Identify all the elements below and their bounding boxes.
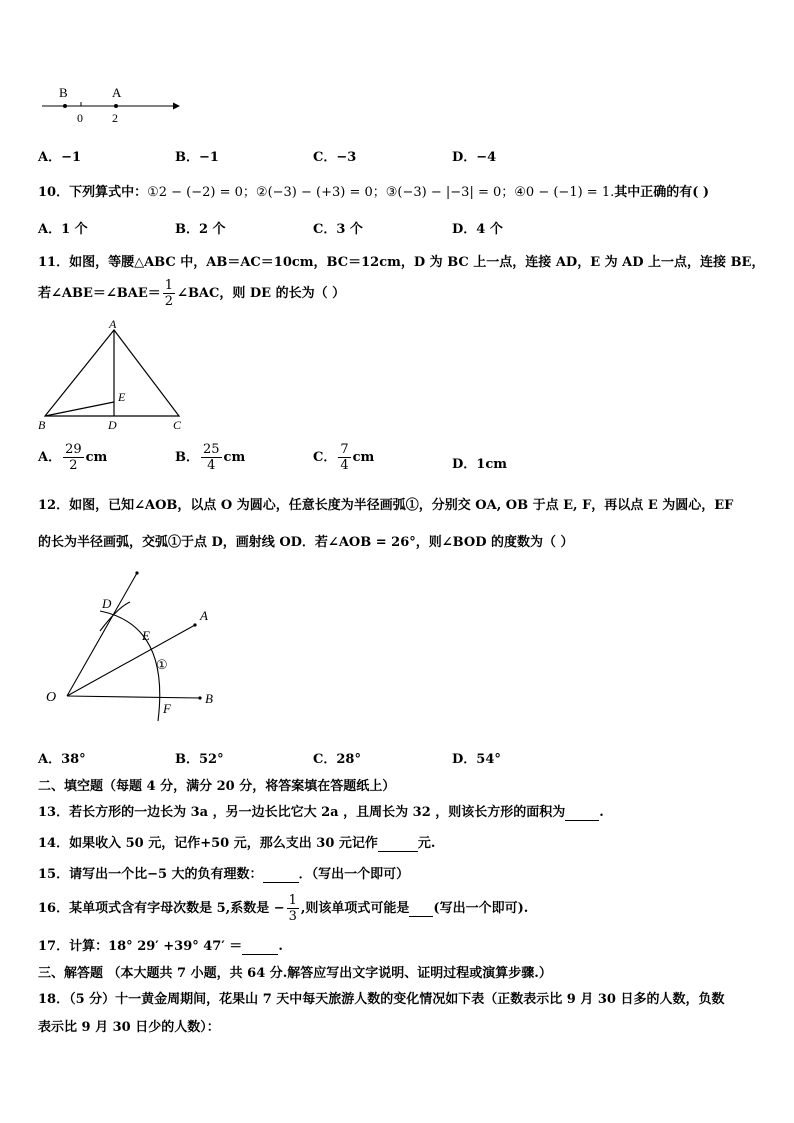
q10-expr-1: ①2 − (−2) = 0； xyxy=(147,185,256,200)
q10-lead: 10．下列算式中： xyxy=(38,185,148,200)
vertex-c-label: C xyxy=(173,418,182,432)
angle-construction-figure xyxy=(40,565,230,730)
arc-1-label: ① xyxy=(156,657,168,672)
triangle-figure xyxy=(34,316,194,434)
question-14: 14．如果收入 50 元，记作+50 元，那么支出 30 元记作 元. xyxy=(38,836,436,851)
question-13: 13．若长方形的一边长为 3a ，另一边长比它大 2a ，且周长为 32 ，则该长方形的面积为 . xyxy=(38,805,604,820)
point-o-label: O xyxy=(46,690,57,705)
q9-option-c[interactable]: C．−3 xyxy=(313,150,357,165)
question-17: 17．计算：18° 29′ +39° 47′ ＝ . xyxy=(38,939,283,954)
q10-option-b[interactable]: B．2 个 xyxy=(175,222,226,237)
q11-frac-den: 2 xyxy=(164,294,174,309)
q15-answer-blank[interactable] xyxy=(263,867,299,883)
q12-option-c[interactable]: C．28° xyxy=(313,752,361,767)
tick-2-label: 2 xyxy=(112,111,118,125)
tick-0-label: 0 xyxy=(77,111,83,125)
vertex-a-label: A xyxy=(109,317,117,331)
q10-option-c[interactable]: C．3 个 xyxy=(313,222,363,237)
point-b-label: B xyxy=(59,85,68,100)
q12-line-1: 12．如图，已知∠AOB，以点 O 为圆心，任意长度为半径画弧①，分别交 OA, OB 于点 E, F，再以点 E 为圆心，EF xyxy=(38,498,734,513)
point-d-label-12: D xyxy=(102,596,112,611)
q12-option-b[interactable]: B．52° xyxy=(175,752,224,767)
q11-line-1: 11．如图，等腰△ABC 中，AB＝AC＝10cm，BC＝12cm，D 为 BC 上一点，连接 AD，E 为 AD 上一点，连接 BE， xyxy=(38,255,765,270)
vertex-b-label: B xyxy=(38,418,46,432)
ray-a-label: A xyxy=(200,608,208,623)
q10-expr-3: ③(−3) − |−3| = 0； xyxy=(385,185,515,200)
q10-expr-4: ④0 − (−1) = 1. xyxy=(514,185,615,200)
q11-option-a[interactable]: A． $\frac{29}{2}$ cm xyxy=(38,442,108,473)
q10-expr-2: ②(−3) − (+3) = 0； xyxy=(255,185,386,200)
q9-option-a[interactable]: A．−1 xyxy=(38,150,82,165)
q11-option-c[interactable]: C． $\frac{7}{4}$ cm xyxy=(313,442,375,473)
q9-option-d[interactable]: D．−4 xyxy=(452,150,497,165)
q18-line-1: 18．（5 分）十一黄金周期间，花果山 7 天中每天旅游人数的变化情况如下表（正数表示比 9 月 30 日多的人数，负数 xyxy=(38,992,725,1007)
q14-answer-blank[interactable] xyxy=(378,836,418,852)
section-2-heading: 二、填空题（每题 4 分，满分 20 分，将答案填在答题纸上） xyxy=(38,779,396,794)
q10-option-a[interactable]: A．1 个 xyxy=(38,222,88,237)
q13-answer-blank[interactable] xyxy=(565,805,599,821)
section-3-heading: 三、解答题 （本大题共 7 小题，共 64 分.解答应写出文字说明、证明过程或演算步骤.） xyxy=(38,966,552,981)
ray-b-label: B xyxy=(205,691,213,706)
q12-option-d[interactable]: D．54° xyxy=(452,752,501,767)
q11-frac-num: 1 xyxy=(164,278,174,293)
point-d-label: D xyxy=(108,418,117,432)
q11-option-b[interactable]: B． $\frac{25}{4}$ cm xyxy=(175,442,246,473)
question-15: 15．请写出一个比−5 大的负有理数： ．（写出一个即可） xyxy=(38,867,410,882)
q12-option-a[interactable]: A．38° xyxy=(38,752,86,767)
point-a-label: A xyxy=(112,85,122,100)
point-e-label-12: E xyxy=(142,628,150,643)
q17-answer-blank[interactable] xyxy=(242,939,278,955)
question-16: 16．某单项式含有字母次数是 5,系数是 − $\frac{1}{3}$ ,则该单项式可能是 (写出一个即可). xyxy=(38,893,529,924)
q11-fraction xyxy=(163,278,175,309)
point-e-label: E xyxy=(118,390,126,404)
q10-option-d[interactable]: D．4 个 xyxy=(452,222,503,237)
point-f-label: F xyxy=(163,701,171,716)
q11-line-2 xyxy=(38,278,345,309)
q16-answer-blank[interactable] xyxy=(409,901,433,917)
q11-line-2-post: ∠BAC，则 DE 的长为（ ） xyxy=(177,286,346,301)
q18-line-2: 表示比 9 月 30 日少的人数）： xyxy=(38,1020,220,1035)
q12-line-2: 的长为半径画弧，交弧①于点 D，画射线 OD．若∠AOB = 26°，则∠BOD 的度数为（ ） xyxy=(38,535,574,550)
q11-line-2-pre: 若∠ABE＝∠BAE＝ xyxy=(38,286,161,301)
q11-option-d[interactable]: D．1cm xyxy=(452,457,507,472)
question-10 xyxy=(38,181,709,200)
q10-tail: 其中正确的有( ) xyxy=(614,185,710,200)
number-line-figure xyxy=(38,84,188,126)
q9-option-b[interactable]: B．−1 xyxy=(175,150,219,165)
